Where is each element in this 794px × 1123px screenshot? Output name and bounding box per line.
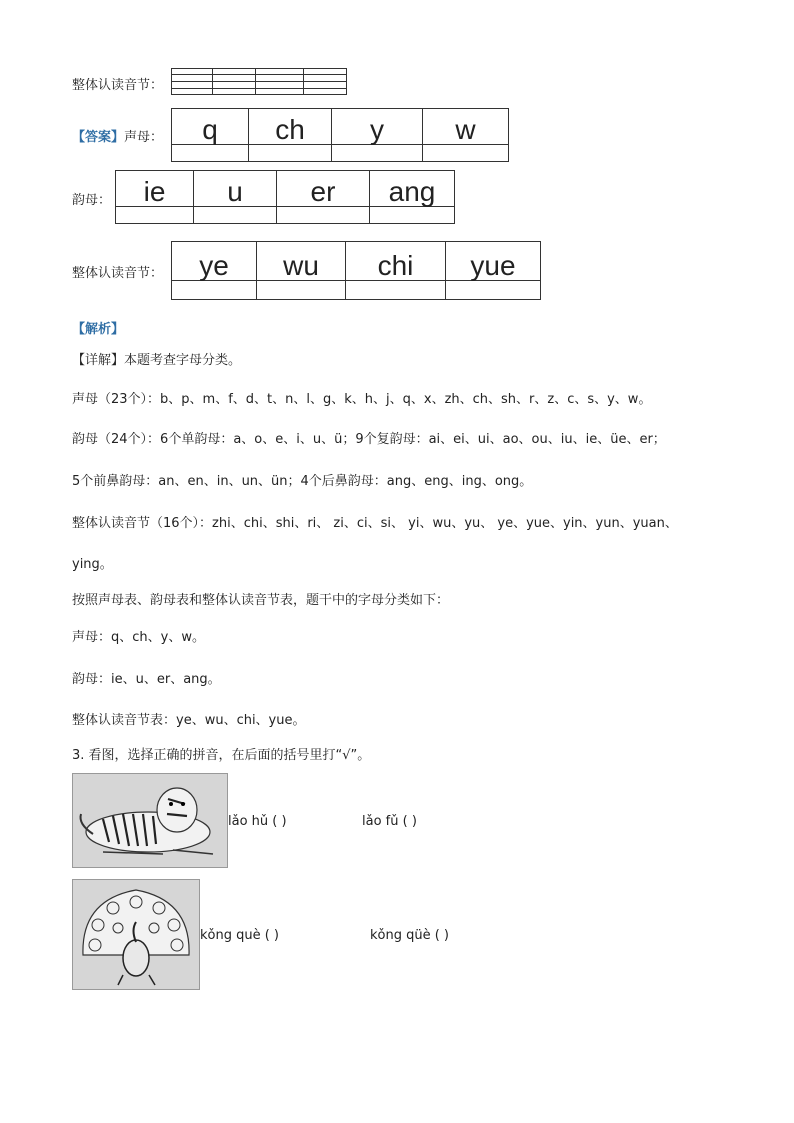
yunmu-cell: ang (370, 171, 455, 207)
tiger-image (72, 773, 228, 868)
peacock-drawing (73, 880, 199, 989)
answer-tag: 【答案】 (72, 130, 125, 145)
analysis-line: 整体认读音节表：ye、wu、chi、yue。 (72, 713, 306, 728)
answer-zhengti-label: 整体认读音节： (72, 266, 164, 281)
analysis-tag: 【解析】 (72, 322, 125, 337)
peacock-option-1[interactable]: kǒng què ( ) (200, 928, 280, 943)
shengmu-cell: y (332, 109, 423, 145)
zhengti-cell: chi (346, 242, 446, 281)
tiger-option-1[interactable]: lǎo hǔ ( ) (228, 814, 287, 829)
analysis-line: 5个前鼻韵母：an、en、in、un、ün；4个后鼻韵母：ang、eng、ing、ong。 (72, 474, 533, 489)
question3-title: 3. 看图，选择正确的拼音，在后面的括号里打“√”。 (72, 748, 371, 763)
peacock-option-2[interactable]: kǒng qüè ( ) (370, 928, 450, 943)
analysis-line: 韵母：ie、u、er、ang。 (72, 672, 221, 687)
analysis-line: 声母（23个）：b、p、m、f、d、t、n、l、g、k、h、j、q、x、zh、ch、sh、r、z、c、s、y、w。 (72, 392, 652, 407)
analysis-line: ying。 (72, 557, 113, 572)
analysis-line: 整体认读音节（16个）：zhi、chi、shi、ri、 zi、ci、si、 yi、wu、yu、 ye、yue、yin、yun、yuan、 (72, 516, 678, 531)
analysis-line: 按照声母表、韵母表和整体认读音节表，题干中的字母分类如下： (72, 593, 450, 608)
shengmu-grid (171, 108, 509, 162)
shengmu-cell: q (172, 109, 249, 145)
zhengti-grid (171, 241, 541, 300)
answer-shengmu-label: 【答案】声母： (72, 130, 164, 145)
analysis-detail: 【详解】本题考查字母分类。 (72, 353, 242, 368)
peacock-image (72, 879, 200, 990)
shengmu-cell: w (423, 109, 509, 145)
yunmu-cell: er (277, 171, 370, 207)
empty-pinyin-grid (171, 68, 347, 95)
yunmu-cell: u (194, 171, 277, 207)
tiger-option-2[interactable]: lǎo fǔ ( ) (362, 814, 417, 829)
yunmu-cell: ie (116, 171, 194, 207)
zhengti-cell: yue (446, 242, 541, 281)
yunmu-grid (115, 170, 455, 224)
top-label: 整体认读音节： (72, 78, 164, 93)
analysis-line: 声母：q、ch、y、w。 (72, 630, 205, 645)
zhengti-cell: wu (257, 242, 346, 281)
analysis-line: 韵母（24个）：6个单韵母：a、o、e、i、u、ü；9个复韵母：ai、ei、ui、ao、ou、iu、ie、üe、er； (72, 432, 666, 447)
tiger-drawing (73, 774, 227, 867)
shengmu-cell: ch (249, 109, 332, 145)
zhengti-cell: ye (172, 242, 257, 281)
answer-yunmu-label: 韵母： (72, 193, 112, 208)
